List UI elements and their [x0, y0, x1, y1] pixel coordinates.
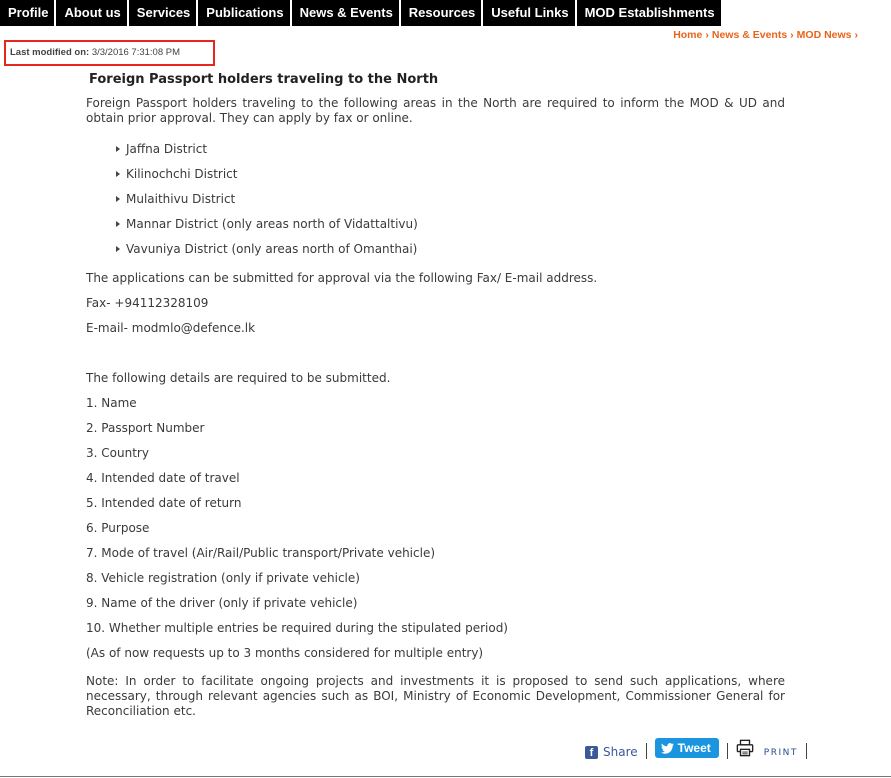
article-title: Foreign Passport holders traveling to the North: [89, 72, 439, 87]
list-item: Jaffna District: [112, 142, 785, 167]
facebook-icon: f: [585, 746, 598, 759]
nav-item-resources[interactable]: Resources: [401, 0, 483, 26]
detail-item: 6. Purpose: [86, 521, 150, 535]
print-button[interactable]: [736, 744, 798, 758]
nav-item-profile[interactable]: Profile: [0, 0, 56, 26]
nav-item-useful-links[interactable]: Useful Links: [483, 0, 576, 26]
detail-item: 7. Mode of travel (Air/Rail/Public transport/Private vehicle): [86, 546, 436, 560]
fax-number: Fax- +94112328109: [86, 296, 209, 310]
submit-text: The applications can be submitted for approval via the following Fax/ E-mail address.: [86, 271, 598, 285]
detail-item: 1. Name: [86, 396, 137, 410]
article-note: Note: In order to facilitate ongoing projects and investments it is proposed to send such applications, where necessary, through relevant agencies such as BOI, Ministry of Economic Development, Commissioner General for Reconciliation etc.: [86, 674, 785, 718]
nav-item-services[interactable]: Services: [129, 0, 199, 26]
bottom-divider: [0, 776, 891, 777]
printer-icon: [736, 739, 754, 757]
share-bar: [585, 738, 815, 764]
breadcrumb: [673, 29, 861, 41]
tweet-label: Tweet: [677, 741, 711, 755]
detail-item: 3. Country: [86, 446, 149, 460]
facebook-share-label: Share: [603, 745, 638, 759]
nav-item-news-events[interactable]: News & Events: [292, 0, 401, 26]
breadcrumb-separator: ›: [854, 29, 858, 41]
last-modified-box: [4, 40, 215, 66]
nav-item-publications[interactable]: Publications: [198, 0, 291, 26]
last-modified-value: 3/3/2016 7:31:08 PM: [91, 47, 181, 58]
print-label: PRINT: [763, 748, 798, 758]
divider: [646, 743, 647, 759]
multi-entry-note: (As of now requests up to 3 months considered for multiple entry): [86, 646, 484, 660]
detail-item: 10. Whether multiple entries be required during the stipulated period): [86, 621, 508, 635]
breadcrumb-news-events[interactable]: News & Events: [711, 29, 788, 41]
main-nav: [0, 0, 721, 26]
detail-item: 5. Intended date of return: [86, 496, 242, 510]
nav-item-about-us[interactable]: About us: [56, 0, 128, 26]
email-address: E-mail- modmlo@defence.lk: [86, 321, 256, 335]
details-intro: The following details are required to be submitted.: [86, 371, 391, 385]
facebook-share-button[interactable]: [585, 745, 638, 759]
breadcrumb-separator: ›: [705, 29, 709, 41]
detail-item: 4. Intended date of travel: [86, 471, 240, 485]
article-content: [86, 72, 785, 719]
district-list: [112, 142, 785, 267]
breadcrumb-mod-news[interactable]: MOD News: [796, 29, 852, 41]
detail-item: 9. Name of the driver (only if private vehicle): [86, 596, 358, 610]
nav-item-mod-establishments[interactable]: MOD Establishments: [577, 0, 721, 26]
divider: [806, 743, 807, 759]
list-item: Kilinochchi District: [112, 167, 785, 192]
breadcrumb-home[interactable]: Home: [673, 29, 703, 41]
twitter-bird-icon: [661, 743, 674, 754]
tweet-button[interactable]: [655, 738, 719, 758]
breadcrumb-separator: ›: [790, 29, 794, 41]
list-item: Vavuniya District (only areas north of Omanthai): [112, 242, 785, 267]
list-item: Mulaithivu District: [112, 192, 785, 217]
detail-item: 2. Passport Number: [86, 421, 205, 435]
divider: [727, 743, 728, 759]
detail-item: 8. Vehicle registration (only if private vehicle): [86, 571, 360, 585]
article-intro: Foreign Passport holders traveling to the following areas in the North are required to inform the MOD & UD and obtain prior approval. They can apply by fax or online.: [86, 96, 785, 125]
last-modified-label: Last modified on:: [10, 47, 90, 58]
list-item: Mannar District (only areas north of Vidattaltivu): [112, 217, 785, 242]
